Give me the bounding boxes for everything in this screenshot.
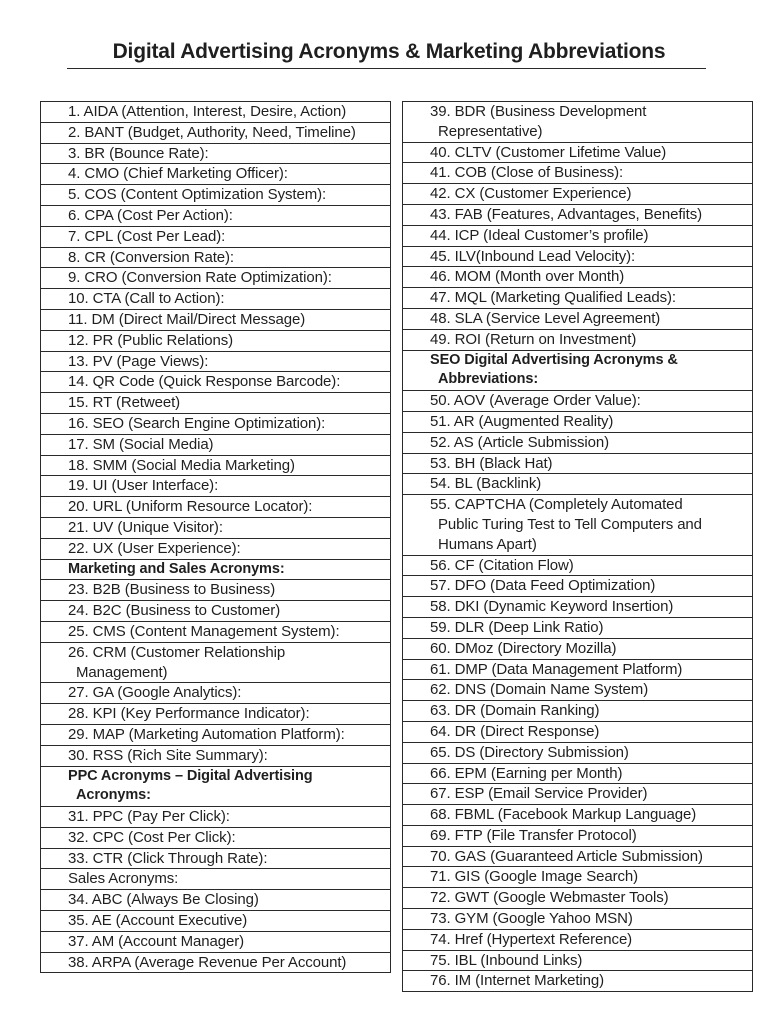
acronym-row [403,805,752,826]
acronym-row [41,268,390,289]
acronym-row [403,412,752,433]
row-text: 37. AM (Account Manager) [68,932,245,950]
row-text: 43. FAB (Features, Advantages, Benefits) [430,205,702,223]
row-text: 2. BANT (Budget, Authority, Need, Timeline) [68,123,356,141]
row-text: 1. AIDA (Attention, Interest, Desire, Action) [68,103,347,120]
row-text: 65. DS (Directory Submission) [430,743,629,761]
acronym-row [41,601,390,622]
acronym-row [403,971,752,992]
row-text: 66. EPM (Earning per Month) [430,764,623,782]
acronym-row [403,267,752,288]
acronym-row [41,911,390,932]
row-text-continued: Acronyms: [76,787,151,804]
acronym-row [403,474,752,495]
row-text: 59. DLR (Deep Link Ratio) [430,618,604,636]
row-text: 10. CTA (Call to Action): [68,290,225,308]
acronym-row [403,701,752,722]
row-text: 32. CPC (Cost Per Click): [68,828,236,846]
acronym-row [41,539,390,560]
row-text: 62. DNS (Domain Name System) [430,681,649,699]
row-text: 20. URL (Uniform Resource Locator): [68,498,313,516]
acronym-row [41,932,390,953]
row-text: 16. SEO (Search Engine Optimization): [68,414,326,432]
row-text: 27. GA (Google Analytics): [68,684,242,702]
row-text-continued: Public Turing Test to Tell Computers and [438,515,702,533]
acronym-row [403,951,752,972]
acronym-row [403,743,752,764]
acronym-row [41,497,390,518]
acronym-row [403,597,752,618]
page-title: Digital Advertising Acronyms & Marketing Abbreviations [112,40,666,63]
acronym-row [403,433,752,454]
row-text: 54. BL (Backlink) [430,475,542,493]
row-text: 12. PR (Public Relations) [68,331,234,349]
acronym-row [41,372,390,393]
row-text: 53. BH (Black Hat) [430,454,553,472]
row-text: 45. ILV(Inbound Lead Velocity): [430,247,636,265]
row-text: 47. MQL (Marketing Qualified Leads): [430,289,676,307]
row-text: 15. RT (Retweet) [68,394,181,412]
acronym-row [41,953,390,974]
section-heading [41,560,390,581]
acronym-row [403,784,752,805]
row-text: 8. CR (Conversion Rate): [68,248,234,266]
row-text: 48. SLA (Service Level Agreement) [430,309,661,327]
row-text: 5. COS (Content Optimization System): [68,186,327,204]
acronym-row [403,847,752,868]
row-text: 44. ICP (Ideal Customer’s profile) [430,226,649,244]
row-text: 19. UI (User Interface): [68,477,219,495]
acronym-row [41,310,390,331]
row-text: 24. B2C (Business to Customer) [68,602,281,620]
acronym-row [41,352,390,373]
acronym-row [403,330,752,351]
acronym-row [41,476,390,497]
row-text: 31. PPC (Pay Per Click): [68,808,230,826]
acronym-row [41,102,390,123]
acronym-row [41,807,390,828]
row-text: 42. CX (Customer Experience) [430,185,632,203]
acronym-row [403,143,752,164]
row-text: 67. ESP (Email Service Provider) [430,785,648,803]
acronym-row [403,556,752,577]
acronym-row [41,890,390,911]
acronym-row [403,826,752,847]
acronym-row [41,456,390,477]
row-text: 41. COB (Close of Business): [430,164,624,182]
acronym-row [403,454,752,475]
row-text: 49. ROI (Return on Investment) [430,330,637,348]
acronym-row [41,414,390,435]
row-text: 9. CRO (Conversion Rate Optimization): [68,269,332,287]
row-text: 68. FBML (Facebook Markup Language) [430,806,697,824]
row-text: 46. MOM (Month over Month) [430,268,625,286]
row-text: 28. KPI (Key Performance Indicator): [68,705,310,723]
row-text: 61. DMP (Data Management Platform) [430,660,683,678]
acronym-row [403,226,752,247]
acronym-row [403,639,752,660]
acronym-row [41,289,390,310]
row-text: 73. GYM (Google Yahoo MSN) [430,910,633,928]
row-text: 14. QR Code (Quick Response Barcode): [68,373,341,391]
row-text: 18. SMM (Social Media Marketing) [68,456,295,474]
row-text: 40. CLTV (Customer Lifetime Value) [430,143,667,161]
row-text: Marketing and Sales Acronyms: [68,560,285,577]
acronym-row [403,764,752,785]
acronym-table-left [40,101,391,973]
row-text: 23. B2B (Business to Business) [68,581,276,599]
acronym-row [403,888,752,909]
row-text-continued: Representative) [438,122,543,140]
acronym-row [41,331,390,352]
acronym-row [403,680,752,701]
row-text: 39. BDR (Business Development [430,103,647,120]
row-text-continued: Management) [76,663,168,681]
acronym-row [403,618,752,639]
title-underline [67,68,706,69]
acronym-row [41,185,390,206]
row-text: 64. DR (Direct Response) [430,722,600,740]
row-text: 51. AR (Augmented Reality) [430,412,614,430]
row-text: 55. CAPTCHA (Completely Automated [430,496,683,514]
acronym-row [403,247,752,268]
acronym-row [403,205,752,226]
row-text: 72. GWT (Google Webmaster Tools) [430,889,669,907]
row-text: 13. PV (Page Views): [68,352,209,370]
acronym-row [41,828,390,849]
row-text: 74. Href (Hypertext Reference) [430,930,633,948]
acronym-row [41,518,390,539]
acronym-row [403,288,752,309]
acronym-row [403,495,752,555]
row-text: 35. AE (Account Executive) [68,912,248,930]
acronym-row [41,622,390,643]
row-text: 6. CPA (Cost Per Action): [68,206,233,224]
acronym-row [41,849,390,870]
row-text: 38. ARPA (Average Revenue Per Account) [68,953,347,971]
acronym-row [403,867,752,888]
row-text: 58. DKI (Dynamic Keyword Insertion) [430,598,674,616]
row-text-continued: Humans Apart) [438,535,537,553]
row-text: 21. UV (Unique Visitor): [68,518,223,536]
acronym-row [403,930,752,951]
row-text: 71. GIS (Google Image Search) [430,868,639,886]
row-text: 30. RSS (Rich Site Summary): [68,746,268,764]
acronym-row [403,660,752,681]
acronym-row [41,227,390,248]
row-text: PPC Acronyms – Digital Advertising [68,767,313,784]
row-text: 63. DR (Domain Ranking) [430,702,600,720]
row-text: 33. CTR (Click Through Rate): [68,849,268,867]
acronym-row [403,391,752,412]
row-text: 34. ABC (Always Be Closing) [68,891,259,909]
row-text: 3. BR (Bounce Rate): [68,144,209,162]
acronym-row [41,248,390,269]
row-text: 26. CRM (Customer Relationship [68,643,286,661]
section-heading [41,767,390,808]
row-text: 4. CMO (Chief Marketing Officer): [68,165,288,183]
acronym-row [41,725,390,746]
acronym-row [403,309,752,330]
row-text: 76. IM (Internet Marketing) [430,972,605,990]
acronym-row [403,163,752,184]
row-text: SEO Digital Advertising Acronyms & [430,351,678,368]
acronym-row [41,683,390,704]
acronym-row [41,123,390,144]
row-text: 69. FTP (File Transfer Protocol) [430,826,637,844]
section-heading [403,351,752,392]
acronym-row [403,576,752,597]
acronym-row [403,184,752,205]
row-text: 11. DM (Direct Mail/Direct Message) [68,310,306,328]
acronym-table-right [402,101,753,992]
row-text: 57. DFO (Data Feed Optimization) [430,577,656,595]
row-text: 7. CPL (Cost Per Lead): [68,227,226,245]
acronym-row [41,643,390,684]
acronym-row [41,869,390,890]
row-text: 60. DMoz (Directory Mozilla) [430,639,617,657]
acronym-row [41,746,390,767]
row-text: 17. SM (Social Media) [68,435,214,453]
row-text: 52. AS (Article Submission) [430,433,610,451]
acronym-row [41,206,390,227]
row-text: 25. CMS (Content Management System): [68,622,340,640]
acronym-row [41,164,390,185]
acronym-row [403,102,752,143]
row-text: 50. AOV (Average Order Value): [430,392,641,410]
row-text: Sales Acronyms: [68,870,179,888]
acronym-row [41,580,390,601]
row-text: 29. MAP (Marketing Automation Platform): [68,725,345,743]
row-text: 56. CF (Citation Flow) [430,556,574,574]
acronym-row [41,144,390,165]
row-text: 22. UX (User Experience): [68,539,241,557]
row-text-continued: Abbreviations: [438,371,539,388]
row-text: 75. IBL (Inbound Links) [430,951,583,969]
acronym-row [41,435,390,456]
acronym-row [41,393,390,414]
row-text: 70. GAS (Guaranteed Article Submission) [430,847,703,865]
acronym-row [403,722,752,743]
acronym-row [41,704,390,725]
acronym-row [403,909,752,930]
